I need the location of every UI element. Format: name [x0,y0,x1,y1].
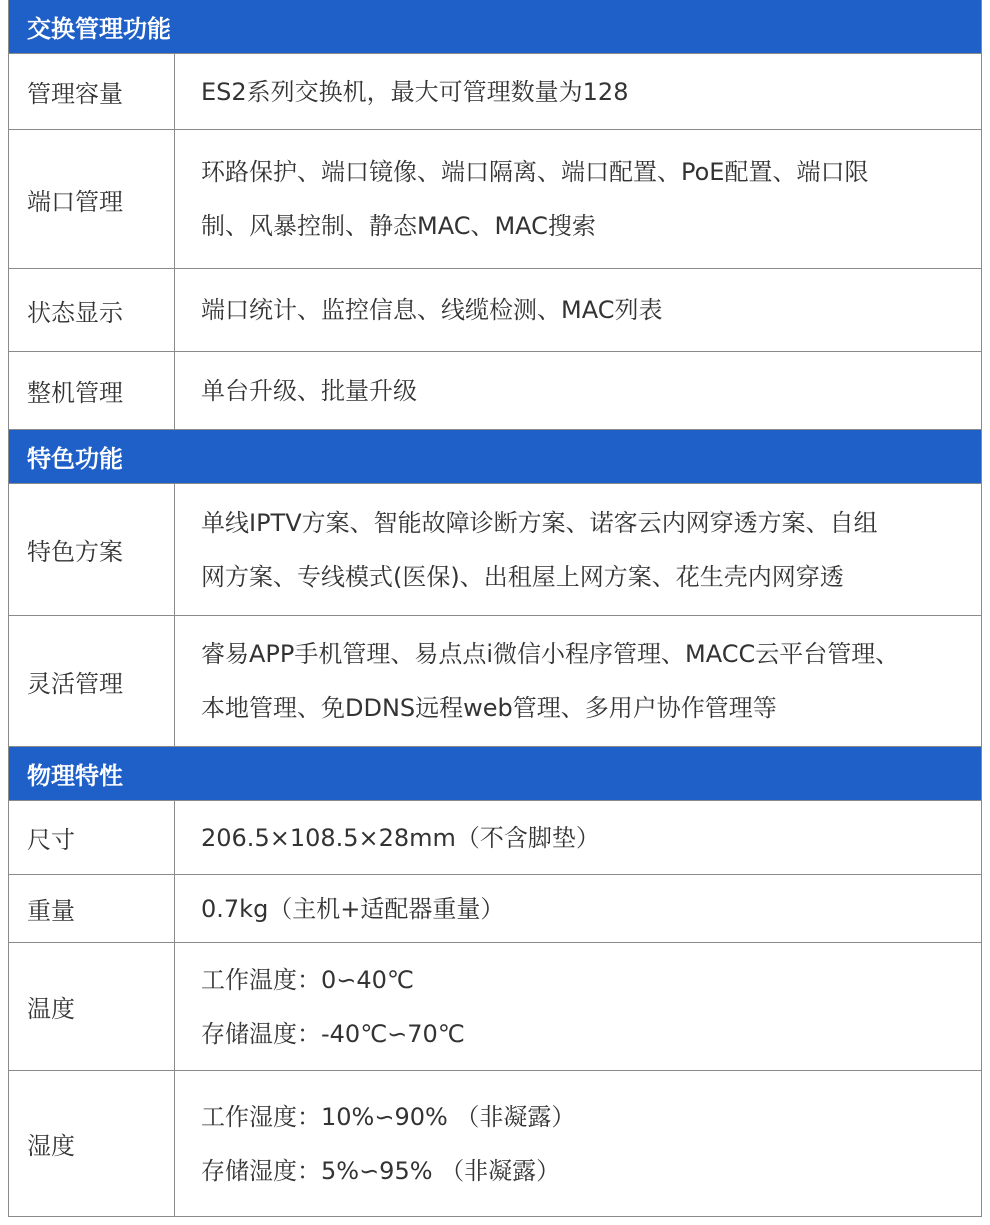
row-value [175,352,981,429]
row-value [175,484,981,615]
table-row [9,484,981,616]
section-title: 物理特性 [27,762,123,790]
table-row [9,943,981,1071]
value-line: ES2系列交换机，最大可管理数量为128 [201,77,629,106]
table-row [9,616,981,747]
value-line: 制、风暴控制、静态MAC、MAC搜索 [201,212,596,240]
value-line: 睿易APP手机管理、易点点i微信小程序管理、MACC云平台管理、 [201,640,900,668]
value-line: 206.5×108.5×28mm（不含脚垫） [201,823,600,852]
value-line: 端口统计、监控信息、线缆检测、MAC列表 [201,296,663,324]
row-label: 温度 [9,943,175,1070]
row-label: 特色方案 [9,484,175,615]
row-label: 湿度 [9,1071,175,1216]
value-line: 环路保护、端口镜像、端口隔离、端口配置、PoE配置、端口限 [201,158,869,186]
row-value [175,269,981,351]
value-line: 网方案、专线模式(医保)、出租屋上网方案、花生壳内网穿透 [201,562,844,591]
row-label: 灵活管理 [9,616,175,746]
value-line: 0.7kg（主机+适配器重量） [201,894,505,923]
section-header-physical [9,747,981,801]
row-value [175,801,981,874]
table-row [9,352,981,430]
value-line: 存储湿度：5%∽95% （非凝露） [201,1156,561,1185]
table-row [9,130,981,269]
row-label: 状态显示 [9,269,175,351]
value-line: 单线IPTV方案、智能故障诊断方案、诺客云内网穿透方案、自组 [201,508,878,537]
value-line: 工作温度：0∽40℃ [201,965,414,994]
row-value [175,1071,981,1216]
table-row [9,801,981,875]
section-title: 特色功能 [27,445,123,473]
table-row [9,269,981,352]
row-value [175,616,981,746]
section-title: 交换管理功能 [27,15,171,43]
row-label: 整机管理 [9,352,175,429]
row-label: 重量 [9,875,175,942]
section-header-features [9,430,981,484]
section-header-management [9,0,981,54]
row-value [175,54,981,129]
row-value [175,875,981,942]
value-line: 单台升级、批量升级 [201,376,417,405]
row-label: 端口管理 [9,130,175,268]
row-label: 尺寸 [9,801,175,874]
row-value [175,130,981,268]
row-value [175,943,981,1070]
spec-table [8,0,982,1217]
value-line: 存储温度：-40℃∽70℃ [201,1019,465,1048]
table-row [9,1071,981,1217]
value-line: 工作湿度：10%∽90% （非凝露） [201,1102,576,1131]
row-label: 管理容量 [9,54,175,129]
table-row [9,54,981,130]
table-row [9,875,981,943]
value-line: 本地管理、免DDNS远程web管理、多用户协作管理等 [201,694,777,722]
